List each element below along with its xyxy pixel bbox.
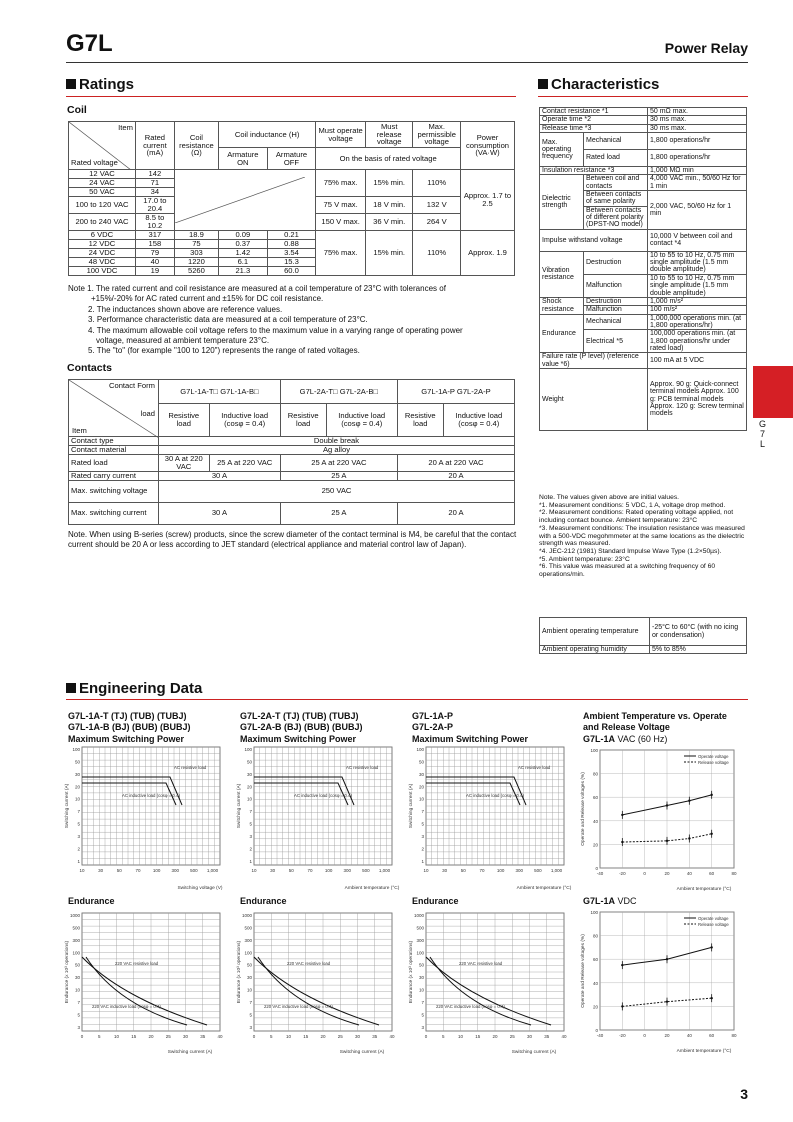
operate-voltage-marker <box>710 794 712 796</box>
x-axis-label: Switching voltage (V) <box>177 886 223 891</box>
x-tick: 30 <box>442 868 448 873</box>
y-tick: 500 <box>72 925 80 931</box>
y-tick: 300 <box>244 937 252 943</box>
x-tick: 0 <box>80 1034 84 1039</box>
x-tick: 25 <box>165 1034 171 1039</box>
x-axis-label: Ambient temperature (°C) <box>676 887 732 892</box>
y-tick: 7 <box>77 809 80 815</box>
x-tick: 10 <box>79 868 85 873</box>
x-tick: 35 <box>372 1034 378 1039</box>
x-tick: 70 <box>479 868 485 873</box>
diagonal-line <box>175 177 305 223</box>
release-voltage-marker <box>710 833 712 835</box>
release-voltage-marker <box>666 840 668 842</box>
resistive-label: 220 VAC resistive load <box>459 961 503 966</box>
x-tick: 30 <box>182 1034 189 1039</box>
x-tick: 10 <box>251 868 257 873</box>
y-tick: 100 <box>590 748 598 753</box>
y-tick: 10 <box>246 796 252 802</box>
y-tick: 30 <box>246 771 252 777</box>
x-tick: 15 <box>131 1034 137 1039</box>
x-tick: 20 <box>148 1034 154 1039</box>
ratings-rule <box>66 96 516 97</box>
y-tick: 1 <box>249 858 252 864</box>
inductive-label: 220 VAC inductive load (cosφ = 0.4) <box>436 1004 505 1009</box>
y-tick: 10 <box>246 987 252 993</box>
y-tick: 40 <box>592 818 598 824</box>
operate-voltage-marker <box>688 800 690 802</box>
y-tick: 1000 <box>69 913 80 918</box>
x-tick: 1,000 <box>378 868 391 873</box>
y-tick: 7 <box>249 999 252 1005</box>
y-tick: 10 <box>418 796 424 802</box>
graph4-chart <box>578 745 743 892</box>
y-tick: 80 <box>592 933 598 939</box>
inductive-label: AC inductive load (cosφ = 0.4) <box>466 793 524 798</box>
x-tick: 40 <box>686 1033 692 1038</box>
operate-voltage-marker <box>621 964 623 966</box>
y-tick: 50 <box>246 759 252 765</box>
x-tick: 5 <box>441 1034 445 1039</box>
x-tick: 10 <box>423 868 429 873</box>
product-title: Power Relay <box>664 40 748 56</box>
y-tick: 3 <box>421 833 424 839</box>
y-tick: 20 <box>246 784 252 790</box>
graph4-title: Ambient Temperature vs. Operate and Release Voltage G7L-1A VAC (60 Hz) <box>583 711 727 744</box>
legend-release-label: Release voltage <box>698 922 729 927</box>
resistive-label: AC resistive load <box>518 765 551 770</box>
x-tick: 50 <box>460 868 466 873</box>
graph5-chart <box>62 908 230 1055</box>
contacts-heading: Contacts <box>67 362 112 374</box>
contacts-table: Contact Form load Item G7L-1A-T□ G7L-1A-B□ G7L-2A-T□ G7L-2A-B□ G7L-1A-P G7L-2A-P Resistive load Inductive load (cosφ = 0.4) Resistive load Inductive load (cosφ = 0.4) Resistive load Inductive load (cosφ = 0.4) Contact type Double break Contact material Ag alloy Rated load 30 A at 220 VAC 25 A at 220 VAC 25 A at 220 VAC 20 A at 220 VAC Rated carry current 30 A 25 A 20 A Max. switching voltage 250 VAC Max. switching current 30 A 25 A 20 A <box>68 379 515 525</box>
characteristics-table: Contact resistance *1 50 mΩ max. Operate time *2 30 ms max. Release time *3 30 ms max. Max. operating frequency Mechanical 1,800 operations/hr Rated load 1,800 operations/hr Insulation resistance *3 1,000 MΩ min Dielectric strength Between coil and contacts 4,000 VAC min., 50/60 Hz for 1 min Between contacts of same polarity 2,000 VAC, 50/60 Hz for 1 min Between contacts of different polarity (DPST-NO model) Impulse withstand voltage 10,000 V between coil and contact *4 Vibration resistance Destruction 10 to 55 to 10 Hz, 0.75 mm single amplitude (1.5 mm double amplitude) Malfunction 10 to 55 to 10 Hz, 0.75 mm single amplitude (1.5 mm double amplitude) Shock resistance Destruction 1,000 m/s² Malfunction 100 m/s² Endurance Mechanical 1,000,000 operations min. (at 1,800 operations/hr) Electrical *5 100,000 operations min. (at 1,800 operations/hr under rated load) Failure rate (P level) (reference value *6) 100 mA at 5 VDC Weight Approx. 90 g: Quick-connect terminal models Approx. 100 g: PCB terminal models Approx. 120 g: Screw terminal models <box>539 107 747 431</box>
x-tick: 60 <box>709 871 715 876</box>
y-tick: 20 <box>592 842 598 848</box>
x-tick: 80 <box>731 1033 737 1038</box>
x-tick: 20 <box>664 871 670 876</box>
graph3-chart <box>406 742 574 891</box>
y-tick: 500 <box>416 925 424 931</box>
y-tick: 30 <box>246 975 252 981</box>
x-tick: 300 <box>171 868 180 873</box>
x-tick: 35 <box>544 1034 550 1039</box>
y-tick: 5 <box>77 821 80 827</box>
y-tick: 5 <box>249 1012 252 1018</box>
graph1-chart <box>62 742 230 891</box>
y-tick: 30 <box>418 975 424 981</box>
graph8-title: G7L-1A VDC <box>583 896 637 906</box>
y-tick: 40 <box>592 980 598 986</box>
x-axis-label: Switching current (A) <box>511 1050 557 1055</box>
x-tick: 35 <box>200 1034 206 1039</box>
y-axis-label: Endurance (x 10³ operations) <box>65 940 70 1004</box>
characteristics-rule <box>538 96 748 97</box>
side-tab-label: G 7 L <box>759 419 767 449</box>
graph7-chart <box>406 908 574 1055</box>
y-tick: 80 <box>592 771 598 777</box>
graph2-chart <box>234 742 402 891</box>
x-tick: 40 <box>389 1034 395 1039</box>
release-voltage-marker <box>710 997 712 999</box>
y-tick: 7 <box>77 999 80 1005</box>
y-tick: 100 <box>244 747 252 752</box>
y-axis-label: Operate and Release voltages (%) <box>581 772 586 846</box>
header-divider <box>66 62 748 63</box>
inductive-label: AC inductive load (cosφ = 0.4) <box>122 793 180 798</box>
y-tick: 7 <box>421 999 424 1005</box>
y-tick: 20 <box>592 1004 598 1010</box>
operate-voltage-marker <box>621 814 623 816</box>
y-tick: 100 <box>590 910 598 915</box>
x-tick: 30 <box>98 868 104 873</box>
y-tick: 60 <box>592 795 598 801</box>
inductive-label: 220 VAC inductive load (cosφ = 0.4) <box>92 1004 161 1009</box>
coil-heading: Coil <box>67 104 87 116</box>
x-axis-label: Ambient temperature (°C) <box>516 886 572 891</box>
graph8-chart <box>578 907 743 1054</box>
y-tick: 50 <box>74 962 80 968</box>
y-tick: 5 <box>249 821 252 827</box>
x-tick: 25 <box>337 1034 343 1039</box>
x-tick: 5 <box>269 1034 273 1039</box>
engineering-rule <box>66 699 748 700</box>
characteristics-heading: Characteristics <box>538 76 659 93</box>
x-tick: 5 <box>97 1034 101 1039</box>
x-tick: 0 <box>643 871 646 876</box>
x-tick: 500 <box>534 868 542 873</box>
x-axis-label: Switching current (A) <box>339 1050 385 1055</box>
y-tick: 0 <box>595 866 598 871</box>
y-tick: 3 <box>77 1024 80 1030</box>
y-tick: 50 <box>246 962 252 968</box>
y-tick: 10 <box>418 987 424 993</box>
release-voltage-marker <box>621 1005 623 1007</box>
graph7-title: Endurance <box>412 896 459 906</box>
graph3-title: G7L-1A-P G7L-2A-P Maximum Switching Power <box>412 711 529 744</box>
legend-operate-label: Operate voltage <box>698 916 729 921</box>
x-tick: 10 <box>285 1034 292 1039</box>
coil-corner-cell: Item Rated voltage <box>69 122 136 170</box>
y-tick: 3 <box>77 833 80 839</box>
resistive-label: AC resistive load <box>174 765 207 770</box>
inductive-label: 220 VAC inductive load (cosφ = 0.4) <box>264 1004 333 1009</box>
x-axis-label: Ambient temperature (°C) <box>676 1049 732 1054</box>
x-tick: 70 <box>307 868 313 873</box>
x-tick: -40 <box>596 1033 604 1038</box>
x-tick: -20 <box>619 1033 626 1038</box>
x-tick: 40 <box>561 1034 567 1039</box>
y-tick: 1 <box>421 858 424 864</box>
x-tick: 0 <box>424 1034 428 1039</box>
y-tick: 20 <box>74 784 80 790</box>
y-tick: 2 <box>249 846 252 852</box>
x-tick: 100 <box>496 868 505 873</box>
x-tick: -20 <box>619 871 626 876</box>
y-tick: 3 <box>421 1024 424 1030</box>
side-tab <box>753 366 793 418</box>
x-tick: 0 <box>643 1033 646 1038</box>
y-axis-label: Endurance (x 10³ operations) <box>237 940 242 1004</box>
y-tick: 1 <box>77 858 80 864</box>
y-tick: 100 <box>416 747 424 752</box>
x-tick: 300 <box>343 868 352 873</box>
resistive-label: 220 VAC resistive load <box>287 961 331 966</box>
graph6-chart <box>234 908 402 1055</box>
x-tick: 80 <box>731 871 737 876</box>
coil-table: Item Rated voltage Rated current (mA) Coil resistance (Ω) Coil inductance (H) Must operate voltage Must release voltage Max. permissible voltage Power consumption (VA·W) Armature ON Armature OFF On the basis of rated voltage 12 VAC 142 75% max. 15% min. 110% Approx. 1.7 to 2.5 24 VAC 71 50 VAC 34 100 to 120 VAC 17.0 to 20.4 75 V max. 18 V min. 132 V 200 to 240 VAC 8.5 to 10.2 150 V max. 36 V min. 264 V 6 VDC 317 18.9 0.09 0.21 75% max. 15% min. 110% Approx. 1.9 12 VDC 158 75 0.37 0.88 24 VDC 79 303 1.42 3.54 48 VDC 40 1220 6.1 15.3 100 VDC 19 5260 21.3 60.0 <box>68 121 515 276</box>
x-tick: 50 <box>288 868 294 873</box>
x-tick: 40 <box>217 1034 223 1039</box>
x-tick: 70 <box>135 868 141 873</box>
engineering-heading: Engineering Data <box>66 680 202 697</box>
x-axis-label: Ambient temperature (°C) <box>344 886 400 891</box>
x-tick: 20 <box>492 1034 498 1039</box>
y-tick: 0 <box>595 1028 598 1033</box>
y-tick: 2 <box>421 846 424 852</box>
characteristics-notes: Note. The values given above are initial values. *1. Measurement conditions: 5 VDC, 1 A, voltage drop method. *2. Measurement conditions: Rated operating voltage applied, not including contact bounce. Ambient temperature: 23°C *3. Measurement conditions: The insulation resistance was measured with a 500-VDC megohmmeter at the same locations as the dielectric strength was measured. *4. JEC-212 (1981) Standard Impulse Wave Type (1.2×50µs). *5. Ambient temperature: 23°C *6. This value was measured at a switching frequency of 60 operations/min. <box>539 494 745 579</box>
y-tick: 100 <box>72 747 80 752</box>
coil-notes: Note 1. The rated current and coil resistance are measured at a coil temperature of 23°C with tolerances of +15%/-20% for AC rated current and ±15% for DC coil resistance. 2. The inductances shown above are reference values. 3. Performance characteristic data are measured at a coil temperature of 23°C. 4. The maximum allowable coil voltage refers to the maximum value in a varying range of operating power voltage, measured at ambient temperature 23°C. 5. The "to" (for example "100 to 120") represents the range of rated voltages. <box>68 284 463 356</box>
y-tick: 60 <box>592 957 598 963</box>
graph6-title: Endurance <box>240 896 287 906</box>
x-tick: 30 <box>270 868 276 873</box>
x-tick: 500 <box>362 868 370 873</box>
y-tick: 2 <box>77 846 80 852</box>
release-voltage-marker <box>688 837 690 839</box>
graph1-title: G7L-1A-T (TJ) (TUB) (TUBJ) G7L-1A-B (BJ) (BUB) (BUBJ) Maximum Switching Power <box>68 711 191 744</box>
ratings-heading: Ratings <box>66 76 134 93</box>
legend-operate-label: Operate voltage <box>698 754 729 759</box>
y-tick: 50 <box>418 759 424 765</box>
x-tick: 0 <box>252 1034 256 1039</box>
page-number: 3 <box>740 1086 748 1102</box>
x-tick: 300 <box>515 868 524 873</box>
y-tick: 7 <box>421 809 424 815</box>
y-tick: 100 <box>416 950 424 956</box>
resistive-label: AC resistive load <box>346 765 379 770</box>
y-tick: 50 <box>418 962 424 968</box>
y-axis-label: Switching current (A) <box>409 783 414 829</box>
y-tick: 5 <box>421 1012 424 1018</box>
y-tick: 3 <box>249 1024 252 1030</box>
x-tick: 15 <box>303 1034 309 1039</box>
x-tick: 30 <box>354 1034 361 1039</box>
x-axis-label: Switching current (A) <box>167 1050 213 1055</box>
legend-release-label: Release voltage <box>698 760 729 765</box>
y-tick: 30 <box>74 771 80 777</box>
y-tick: 1000 <box>413 913 424 918</box>
x-tick: 40 <box>686 871 692 876</box>
x-tick: 100 <box>324 868 333 873</box>
y-tick: 10 <box>74 796 80 802</box>
y-tick: 30 <box>74 975 80 981</box>
y-tick: 3 <box>249 833 252 839</box>
y-tick: 50 <box>74 759 80 765</box>
graph5-title: Endurance <box>68 896 115 906</box>
x-tick: 20 <box>664 1033 670 1038</box>
y-tick: 1000 <box>241 913 252 918</box>
x-tick: 100 <box>152 868 161 873</box>
y-tick: 20 <box>418 784 424 790</box>
operate-voltage-marker <box>666 804 668 806</box>
y-tick: 300 <box>72 937 80 943</box>
x-tick: 15 <box>475 1034 481 1039</box>
y-tick: 100 <box>244 950 252 956</box>
x-tick: 500 <box>190 868 198 873</box>
graph2-title: G7L-2A-T (TJ) (TUB) (TUBJ) G7L-2A-B (BJ) (BUB) (BUBJ) Maximum Switching Power <box>240 711 363 744</box>
y-tick: 300 <box>416 937 424 943</box>
x-tick: 60 <box>709 1033 715 1038</box>
x-tick: 50 <box>116 868 122 873</box>
x-tick: 10 <box>113 1034 120 1039</box>
inductive-label: AC inductive load (cosφ = 0.4) <box>294 793 352 798</box>
ambient-table: Ambient operating temperature -25°C to 60°C (with no icing or condensation) Ambient operating humidity 5% to 85% <box>539 617 747 654</box>
release-voltage-marker <box>621 841 623 843</box>
y-tick: 10 <box>74 987 80 993</box>
y-tick: 7 <box>249 809 252 815</box>
y-tick: 30 <box>418 771 424 777</box>
model-title: G7L <box>66 30 113 57</box>
y-tick: 100 <box>72 950 80 956</box>
x-tick: 10 <box>457 1034 464 1039</box>
contacts-note: Note. When using B-series (screw) products, since the screw diameter of the contact terminal is M4, be careful that the contact current should be 20 A or less according to JET standard (electrical appliance and material control law of Japan). <box>68 530 517 550</box>
release-voltage-marker <box>666 1000 668 1002</box>
operate-voltage-marker <box>666 958 668 960</box>
operate-voltage-marker <box>710 946 712 948</box>
y-axis-label: Endurance (x 10³ operations) <box>409 940 414 1004</box>
x-tick: 1,000 <box>206 868 219 873</box>
x-tick: 30 <box>526 1034 533 1039</box>
x-tick: -40 <box>596 871 604 876</box>
x-tick: 1,000 <box>550 868 563 873</box>
y-tick: 5 <box>77 1012 80 1018</box>
y-axis-label: Switching current (A) <box>65 783 70 829</box>
y-tick: 5 <box>421 821 424 827</box>
y-tick: 500 <box>244 925 252 931</box>
x-tick: 25 <box>509 1034 515 1039</box>
y-axis-label: Operate and Release voltages (%) <box>581 934 586 1008</box>
x-tick: 20 <box>320 1034 326 1039</box>
resistive-label: 220 VAC resistive load <box>115 961 159 966</box>
y-axis-label: Switching current (A) <box>237 783 242 829</box>
